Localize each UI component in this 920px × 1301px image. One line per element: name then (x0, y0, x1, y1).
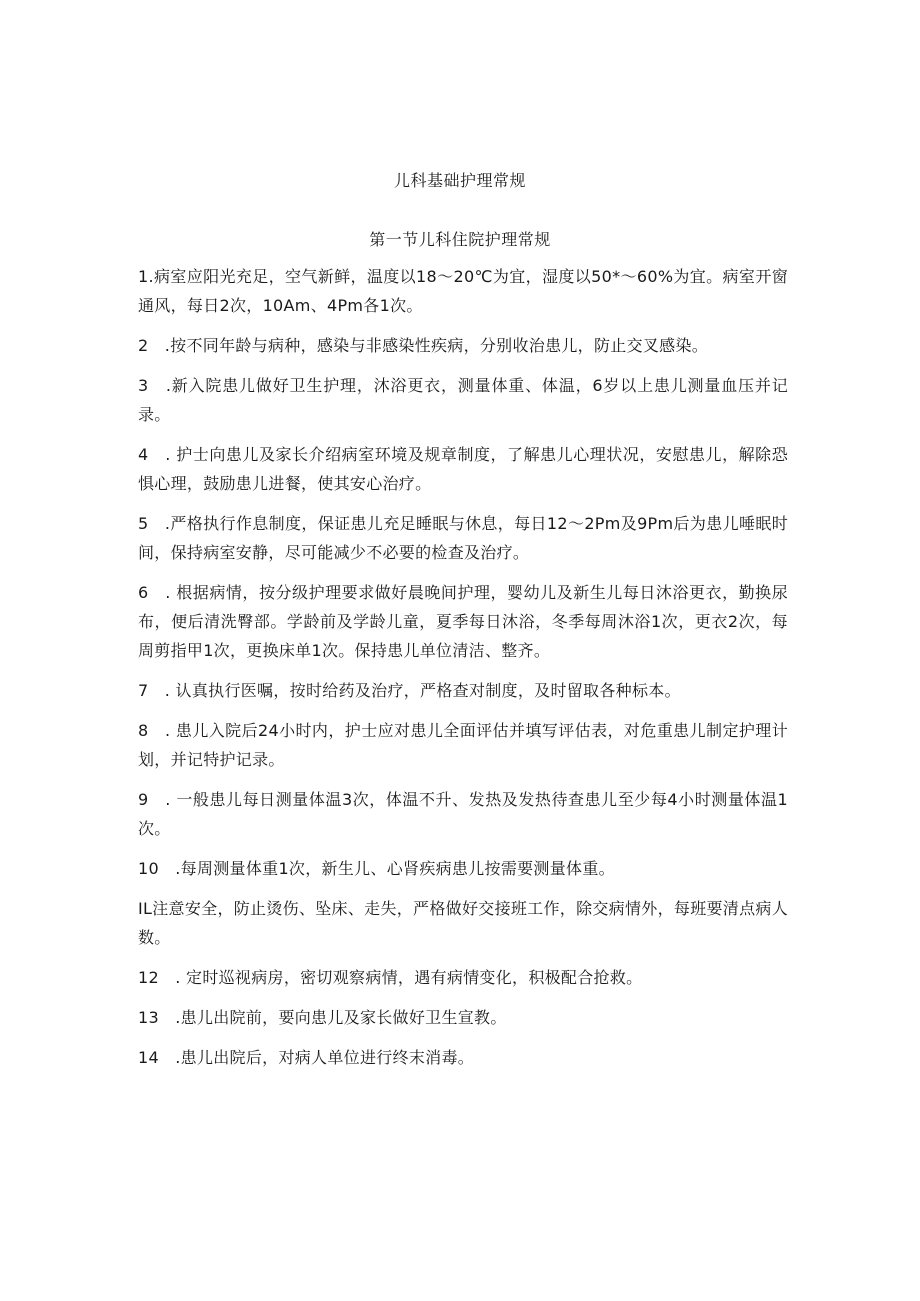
list-item: 6 . 根据病情，按分级护理要求做好晨晚间护理，婴幼儿及新生儿每日沐浴更衣，勤换尿布，便后清洗臀部。学龄前及学龄儿童，夏季每日沐浴，冬季每周沐浴1次，更衣2次，每周剪指甲1次，更换床单1次。保持患儿单位清洁、整齐。 (138, 583, 788, 660)
list-item: 12 . 定时巡视病房，密切观察病情，遇有病情变化，积极配合抢救。 (138, 968, 643, 987)
list-item: 2 .按不同年龄与病种，感染与非感染性疾病，分别收治患儿，防止交叉感染。 (138, 336, 709, 355)
list-item: IL注意安全，防止烫伤、坠床、走失，严格做好交接班工作，除交病情外，每班要清点病人数。 (138, 899, 788, 947)
list-item: 3 .新入院患儿做好卫生护理，沐浴更衣，测量体重、体温，6岁以上患儿测量血压并记录。 (138, 376, 788, 424)
list-item: 14 .患儿出院后，对病人单位进行终末消毒。 (138, 1048, 475, 1067)
list-item: 10 .每周测量体重1次，新生儿、心肾疾病患儿按需要测量体重。 (138, 859, 615, 878)
list-item: 7 . 认真执行医嘱，按时给药及治疗，严格查对制度，及时留取各种标本。 (138, 681, 681, 700)
list-item: 1.病室应阳光充足，空气新鲜，温度以18～20℃为宜，湿度以50*～60%为宜。病室开窗通风，每日2次，10Am、4Pm各1次。 (138, 267, 788, 315)
list-item: 13 .患儿出院前，要向患儿及家长做好卫生宣教。 (138, 1008, 507, 1027)
list-item: 9 . 一般患儿每日测量体温3次，体温不升、发热及发热待查患儿至少每4小时测量体温1次。 (138, 790, 788, 838)
list-item: 8 . 患儿入院后24小时内，护士应对患儿全面评估并填写评估表，对危重患儿制定护理计划，并记特护记录。 (138, 721, 788, 769)
document-title: 儿科基础护理常规 (393, 171, 526, 190)
care-rules-list (138, 262, 788, 1083)
section-title: 第一节儿科住院护理常规 (369, 230, 551, 249)
list-item: 5 .严格执行作息制度，保证患儿充足睡眠与休息，每日12～2Pm及9Pm后为患儿唾眠时间，保持病室安静，尽可能减少不必要的检查及治疗。 (138, 514, 788, 562)
list-item: 4 . 护士向患儿及家长介绍病室环境及规章制度，了解患儿心理状况，安慰患儿，解除恐惧心理，鼓励患儿进餐，使其安心治疗。 (138, 445, 788, 493)
